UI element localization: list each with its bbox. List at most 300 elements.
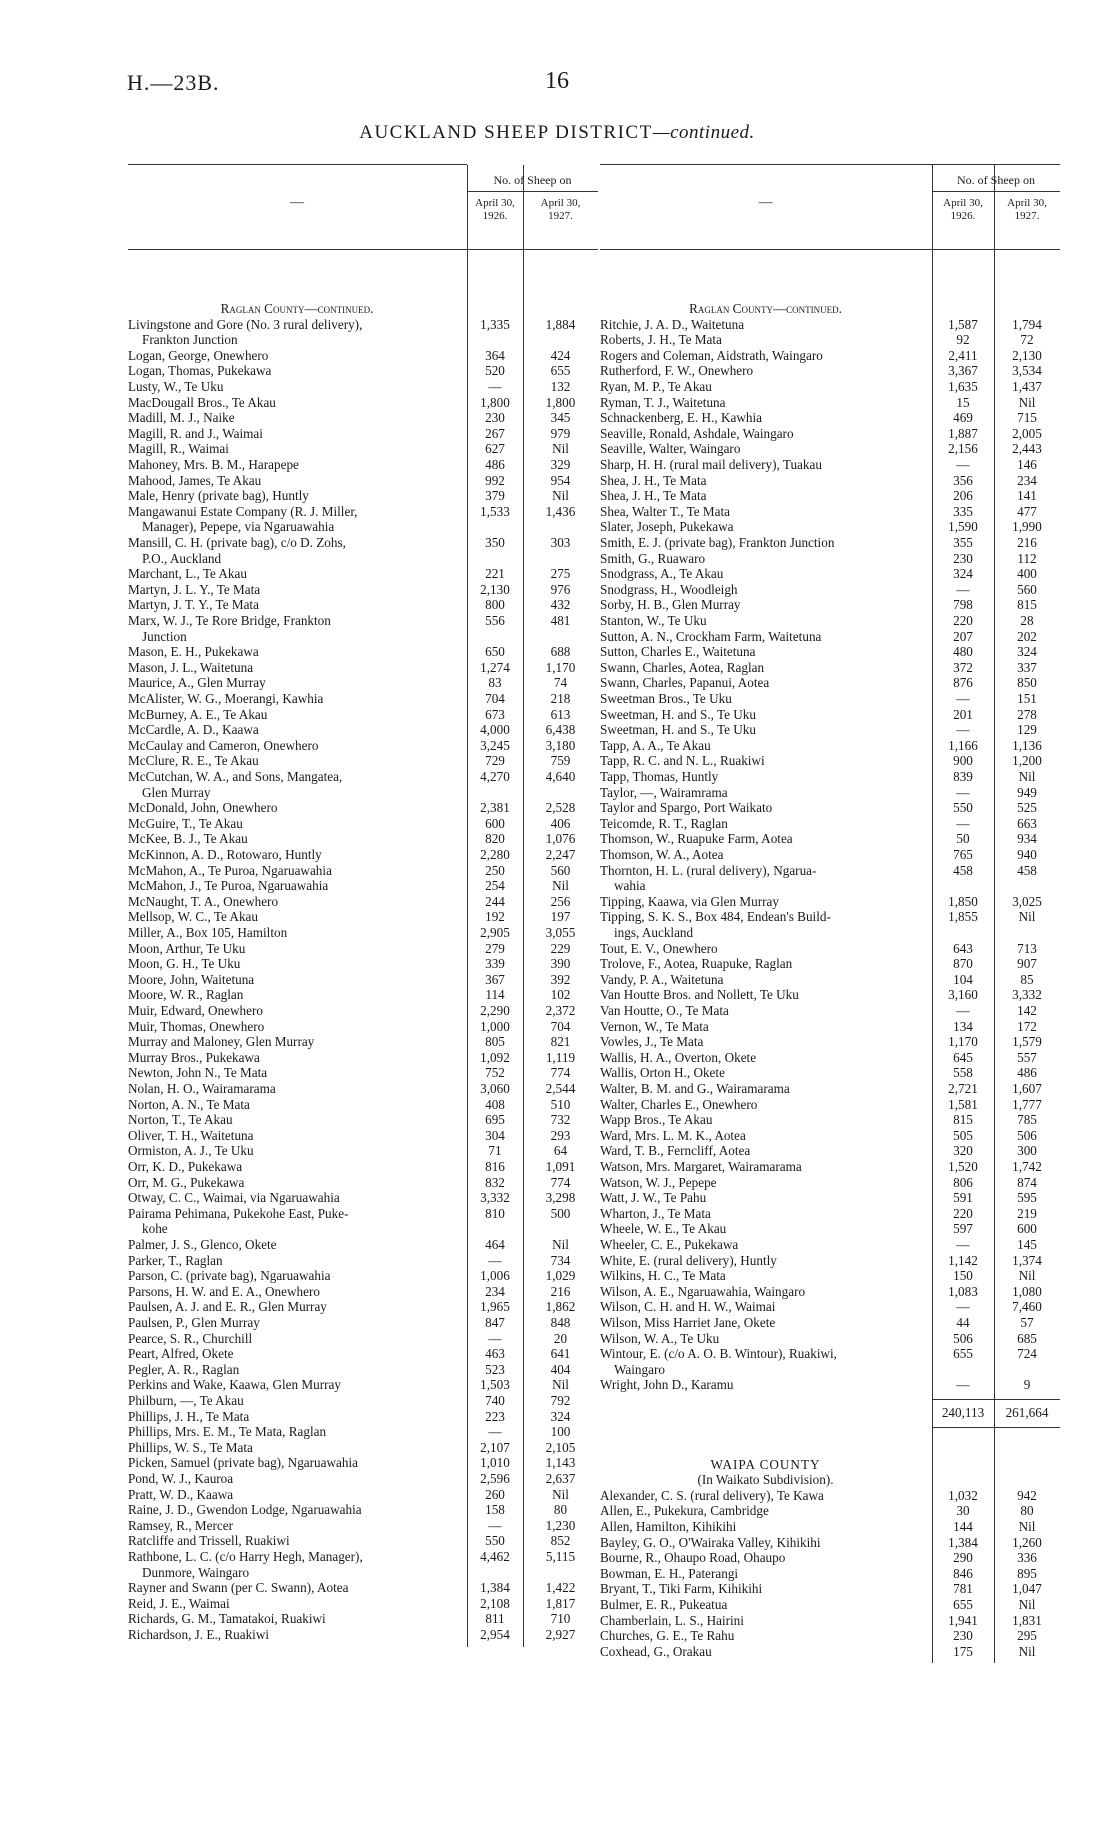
holder-name: Logan, Thomas, Pukekawa bbox=[128, 363, 272, 379]
left-table bbox=[128, 165, 598, 1642]
holder-name: McAlister, W. G., Moerangi, Kawhia bbox=[128, 691, 324, 706]
sheep-1926: 290 bbox=[953, 1550, 973, 1566]
total-rule bbox=[932, 1427, 1060, 1428]
holder-name: kohe bbox=[142, 1221, 168, 1237]
sheep-1927: 774 bbox=[550, 1065, 571, 1081]
sheep-1927: 979 bbox=[550, 425, 571, 441]
sheep-1927: 345 bbox=[550, 410, 571, 426]
sheep-1927: 486 bbox=[1017, 1065, 1037, 1081]
sheep-1926: 1,503 bbox=[480, 1377, 510, 1393]
sheep-1927: 2,443 bbox=[1012, 441, 1042, 457]
holder-name: Mellsop, W. C., Te Akau bbox=[128, 909, 258, 925]
holder-name: Mansill, C. H. (private bag), c/o D. Zohs, bbox=[128, 535, 346, 550]
sheep-1927: 595 bbox=[1017, 1190, 1037, 1206]
holder-name: Wilkins, H. C., Te Mata bbox=[600, 1268, 726, 1284]
holder-name: Walter, B. M. and G., Wairamarama bbox=[600, 1081, 790, 1096]
sheep-1927: 1,143 bbox=[545, 1455, 576, 1471]
sheep-1927: 74 bbox=[553, 675, 568, 691]
holder-name: Wilson, Miss Harriet Jane, Okete bbox=[600, 1315, 776, 1330]
holder-name: Vowles, J., Te Mata bbox=[600, 1034, 704, 1050]
holder-name: Shea, J. H., Te Mata bbox=[600, 488, 707, 504]
sheep-1926: 781 bbox=[953, 1581, 973, 1597]
sheep-1927: 324 bbox=[550, 1408, 571, 1424]
sheep-1926: 876 bbox=[953, 675, 973, 691]
sheep-1926: 839 bbox=[953, 769, 973, 784]
sheep-1926: 134 bbox=[953, 1018, 973, 1034]
sheep-1926: 2,290 bbox=[480, 1003, 510, 1018]
sheep-1927: 3,180 bbox=[545, 737, 576, 753]
header-dash: — bbox=[758, 195, 773, 210]
sheep-1926: 556 bbox=[485, 613, 505, 628]
sheep-1926: 1,010 bbox=[480, 1455, 510, 1471]
sheep-1927: Nil bbox=[1018, 1519, 1036, 1534]
sheep-1927: Nil bbox=[552, 488, 569, 504]
sheep-1926: — bbox=[956, 722, 970, 738]
holder-name: Stanton, W., Te Uku bbox=[600, 613, 707, 628]
sheep-1926: 480 bbox=[953, 644, 973, 660]
sheep-1927: 1,437 bbox=[1012, 379, 1042, 394]
sheep-1927: 2,005 bbox=[1012, 425, 1042, 441]
sheep-1926: 379 bbox=[485, 488, 505, 504]
sheep-1927: 655 bbox=[550, 363, 571, 379]
sheep-1926: — bbox=[488, 1424, 502, 1440]
sheep-1926: 230 bbox=[953, 550, 973, 566]
sheep-1926: 339 bbox=[485, 956, 505, 972]
holder-name: Parson, C. (private bag), Ngaruawahia bbox=[128, 1268, 331, 1284]
header-year: 1927. bbox=[1014, 210, 1040, 222]
sheep-1926: — bbox=[956, 581, 970, 597]
sheep-1926: 15 bbox=[956, 394, 970, 410]
holder-name: McDonald, John, Onewhero bbox=[128, 800, 278, 816]
holder-name: Tout, E. V., Onewhero bbox=[600, 940, 718, 956]
sheep-1926: 643 bbox=[953, 940, 973, 956]
sheep-1926: — bbox=[956, 784, 970, 800]
total-1926: 240,113 bbox=[941, 1405, 985, 1420]
holder-name: Phillips, W. S., Te Mata bbox=[128, 1439, 253, 1455]
holder-name: Marx, W. J., Te Rore Bridge, Frankton bbox=[128, 613, 331, 628]
sheep-1926: — bbox=[488, 1252, 502, 1268]
sheep-1926: 279 bbox=[485, 940, 505, 956]
sheep-1926: 244 bbox=[485, 893, 505, 909]
sheep-1927: 2,130 bbox=[1012, 347, 1042, 363]
sheep-1927: 942 bbox=[1017, 1487, 1037, 1503]
column-rule bbox=[994, 249, 995, 1663]
holder-name: Bayley, G. O., O'Wairaka Valley, Kihikihi bbox=[600, 1534, 821, 1550]
sheep-1927: 20 bbox=[553, 1330, 568, 1346]
sheep-1926: 372 bbox=[953, 659, 973, 675]
holder-name: Taylor, —, Wairamrama bbox=[600, 784, 728, 800]
header-no-of-sheep: No. of Sheep on bbox=[957, 173, 1035, 187]
header-left: H.—23B. bbox=[127, 70, 220, 95]
sheep-1927: 481 bbox=[550, 613, 571, 628]
sheep-1926: 201 bbox=[953, 706, 973, 722]
sheep-1927: 2,247 bbox=[545, 847, 576, 862]
sheep-1926: 1,850 bbox=[948, 893, 978, 909]
sheep-1927: 129 bbox=[1017, 722, 1037, 738]
holder-name: Snodgrass, A., Te Akau bbox=[600, 566, 724, 582]
holder-name: Muir, Thomas, Onewhero bbox=[128, 1018, 265, 1034]
sheep-1927: 2,528 bbox=[545, 800, 576, 816]
title-suffix: —continued. bbox=[652, 122, 755, 143]
holder-name: Norton, A. N., Te Mata bbox=[128, 1096, 250, 1112]
column-rule bbox=[467, 249, 468, 1647]
holder-name: Parker, T., Raglan bbox=[128, 1252, 223, 1268]
holder-name: Shea, J. H., Te Mata bbox=[600, 472, 707, 488]
holder-name: Madill, M. J., Naike bbox=[128, 410, 235, 426]
sheep-1926: 4,270 bbox=[480, 769, 510, 784]
holder-name: Ritchie, J. A. D., Waitetuna bbox=[600, 316, 745, 332]
sheep-1927: 100 bbox=[550, 1424, 571, 1440]
sheep-1927: 1,884 bbox=[545, 316, 576, 332]
sheep-1927: 1,230 bbox=[545, 1517, 576, 1533]
sheep-1927: 1,794 bbox=[1012, 316, 1042, 332]
sheep-1926: 114 bbox=[485, 987, 505, 1003]
sheep-1927: 300 bbox=[1017, 1143, 1037, 1159]
sheep-1927: 142 bbox=[1017, 1003, 1037, 1018]
sheep-1927: 560 bbox=[550, 862, 571, 878]
holder-name: Wright, John D., Karamu bbox=[600, 1377, 734, 1393]
holder-name: Pond, W. J., Kauroa bbox=[128, 1471, 234, 1486]
holder-name: Bowman, E. H., Paterangi bbox=[600, 1565, 739, 1581]
sheep-1927: Nil bbox=[552, 1377, 569, 1393]
holder-name: Orr, M. G., Pukekawa bbox=[128, 1174, 245, 1190]
sheep-1927: 172 bbox=[1017, 1018, 1037, 1034]
sheep-1927: 3,534 bbox=[1012, 363, 1042, 379]
header-date: April 30, bbox=[475, 197, 515, 209]
holder-name: Paulsen, A. J. and E. R., Glen Murray bbox=[128, 1299, 327, 1315]
sheep-1927: 132 bbox=[550, 379, 571, 394]
sheep-1927: 907 bbox=[1017, 956, 1037, 972]
sheep-1926: 740 bbox=[485, 1393, 505, 1408]
holder-name: McCutchan, W. A., and Sons, Mangatea, bbox=[128, 769, 343, 784]
holder-name: Moore, John, Waitetuna bbox=[128, 971, 255, 987]
sheep-1926: 1,274 bbox=[480, 659, 510, 675]
sheep-1927: 9 bbox=[1023, 1377, 1031, 1393]
sheep-1927: 6,438 bbox=[545, 722, 576, 738]
sheep-1927: Nil bbox=[1018, 394, 1036, 410]
sheep-1927: 557 bbox=[1017, 1049, 1037, 1065]
sheep-1927: 1,076 bbox=[545, 831, 576, 847]
holder-name: Wheeler, C. E., Pukekawa bbox=[600, 1237, 739, 1252]
sheep-1927: 759 bbox=[550, 753, 571, 769]
header-year: 1926. bbox=[950, 210, 976, 222]
holder-name: Ormiston, A. J., Te Uku bbox=[128, 1143, 254, 1159]
sheep-1927: 64 bbox=[553, 1143, 568, 1159]
sheep-1927: 72 bbox=[1020, 332, 1034, 348]
holder-name: Teicomde, R. T., Raglan bbox=[600, 815, 728, 831]
sheep-1926: 3,332 bbox=[480, 1190, 510, 1206]
sheep-1927: 458 bbox=[1017, 862, 1037, 878]
sheep-1927: 1,800 bbox=[545, 394, 576, 410]
sheep-1926: 1,887 bbox=[948, 425, 978, 441]
holder-name: Trolove, F., Aotea, Ruapuke, Raglan bbox=[600, 956, 793, 972]
sheep-1927: 336 bbox=[1017, 1550, 1037, 1566]
sheep-1926: 1,581 bbox=[948, 1096, 978, 1112]
holder-name: Watson, W. J., Pepepe bbox=[600, 1174, 717, 1190]
holder-name: Magill, R., Waimai bbox=[128, 441, 229, 457]
sheep-1926: 221 bbox=[485, 566, 505, 582]
sheep-1927: 774 bbox=[550, 1174, 571, 1190]
sheep-1927: 732 bbox=[550, 1112, 571, 1128]
header-date: April 30, bbox=[540, 197, 581, 209]
total-rule bbox=[932, 1399, 1060, 1400]
sheep-1926: 816 bbox=[485, 1159, 505, 1174]
sheep-1927: Nil bbox=[1018, 1268, 1036, 1284]
holder-name: Phillips, Mrs. E. M., Te Mata, Raglan bbox=[128, 1424, 327, 1440]
sheep-1927: 895 bbox=[1017, 1565, 1037, 1581]
sheep-1927: 685 bbox=[1017, 1330, 1037, 1346]
holder-name: Seaville, Walter, Waingaro bbox=[600, 441, 741, 457]
holder-name: Maurice, A., Glen Murray bbox=[128, 675, 266, 691]
sheep-1927: Nil bbox=[552, 441, 569, 457]
sheep-1927: 1,091 bbox=[545, 1159, 576, 1174]
sheep-1926: — bbox=[956, 457, 970, 472]
total-1927: 261,664 bbox=[1005, 1405, 1049, 1420]
sheep-1926: 335 bbox=[953, 503, 973, 519]
sheep-1926: 4,462 bbox=[480, 1549, 510, 1564]
sheep-1927: 688 bbox=[550, 644, 571, 660]
sheep-1927: 424 bbox=[550, 347, 571, 363]
holder-name: Dunmore, Waingaro bbox=[142, 1564, 250, 1580]
holder-name: Orr, K. D., Pukekawa bbox=[128, 1159, 243, 1174]
holder-name: Roberts, J. H., Te Mata bbox=[600, 332, 722, 348]
sheep-1926: 806 bbox=[953, 1174, 973, 1190]
sheep-1926: 1,587 bbox=[948, 316, 978, 332]
sheep-1927: Nil bbox=[1018, 1643, 1036, 1659]
county-subtitle-text: (In Waikato Subdivision). bbox=[697, 1472, 834, 1488]
header-no-of-sheep: No. of Sheep on bbox=[493, 173, 572, 187]
sheep-1927: Nil bbox=[552, 1486, 569, 1502]
sheep-1926: 1,083 bbox=[948, 1283, 978, 1299]
sheep-1927: 613 bbox=[550, 706, 571, 722]
holder-name: ings, Auckland bbox=[614, 925, 694, 940]
holder-name: Male, Henry (private bag), Huntly bbox=[128, 488, 309, 504]
holder-name: Vandy, P. A., Waitetuna bbox=[600, 971, 724, 987]
holder-name: Bryant, T., Tiki Farm, Kihikihi bbox=[600, 1581, 763, 1597]
sheep-1926: — bbox=[956, 1377, 970, 1393]
sheep-1926: 2,905 bbox=[480, 925, 510, 940]
sheep-1927: 28 bbox=[1020, 613, 1034, 628]
holder-name: P.O., Auckland bbox=[142, 550, 222, 566]
sheep-1927: 852 bbox=[550, 1533, 571, 1549]
sheep-1926: 627 bbox=[485, 441, 505, 457]
sheep-1926: 220 bbox=[953, 613, 973, 628]
sheep-1926: 2,156 bbox=[948, 441, 978, 457]
sheep-1927: Nil bbox=[552, 1237, 569, 1252]
holder-name: Norton, T., Te Akau bbox=[128, 1112, 233, 1128]
sheep-1927: 1,200 bbox=[1012, 753, 1042, 769]
holder-name: Coxhead, G., Orakau bbox=[600, 1643, 712, 1659]
sheep-1927: 1,777 bbox=[1012, 1096, 1042, 1112]
holder-name: McCaulay and Cameron, Onewhero bbox=[128, 737, 319, 753]
sheep-1926: 223 bbox=[485, 1408, 505, 1424]
sheep-1927: 404 bbox=[550, 1361, 571, 1377]
sheep-1926: — bbox=[956, 815, 970, 831]
sheep-1926: 520 bbox=[485, 363, 505, 379]
sheep-1926: 206 bbox=[953, 488, 973, 504]
sheep-1927: 293 bbox=[550, 1127, 571, 1143]
holder-name: Martyn, J. L. Y., Te Mata bbox=[128, 581, 261, 597]
sheep-1926: 2,381 bbox=[480, 800, 510, 816]
holder-name: Philburn, —, Te Akau bbox=[128, 1393, 244, 1408]
sheep-1926: 550 bbox=[485, 1533, 505, 1549]
sheep-1926: 2,108 bbox=[480, 1595, 510, 1611]
sheep-1926: 550 bbox=[953, 800, 973, 816]
holder-name: Thomson, W. A., Aotea bbox=[600, 847, 724, 862]
sheep-1927: 821 bbox=[550, 1034, 571, 1050]
sheep-1927: 229 bbox=[550, 940, 571, 956]
sheep-1926: 2,130 bbox=[480, 581, 510, 597]
sheep-1926: 464 bbox=[485, 1237, 505, 1252]
sheep-1926: 1,855 bbox=[948, 909, 978, 925]
sheep-1927: 218 bbox=[550, 691, 571, 706]
holder-name: Picken, Samuel (private bag), Ngaruawahia bbox=[128, 1455, 358, 1471]
sheep-1926: 597 bbox=[953, 1221, 973, 1237]
holder-name: Newton, John N., Te Mata bbox=[128, 1065, 268, 1081]
holder-name: Wilson, W. A., Te Uku bbox=[600, 1330, 720, 1346]
sheep-1926: 230 bbox=[485, 410, 505, 426]
holder-name: Wallis, H. A., Overton, Okete bbox=[600, 1049, 757, 1065]
sheep-1927: 641 bbox=[550, 1346, 571, 1362]
right-table bbox=[600, 165, 1060, 1659]
holder-name: Pearce, S. R., Churchill bbox=[128, 1330, 253, 1346]
sheep-1926: 150 bbox=[953, 1268, 973, 1284]
sheep-1927: 324 bbox=[1017, 644, 1037, 660]
holder-name: wahia bbox=[614, 878, 646, 894]
holder-name: Schnackenberg, E. H., Kawhia bbox=[600, 410, 762, 426]
sheep-1926: 558 bbox=[953, 1065, 973, 1081]
sheep-1926: 304 bbox=[485, 1127, 505, 1143]
holder-name: Moore, W. R., Raglan bbox=[128, 987, 244, 1003]
sheep-1927: 792 bbox=[550, 1393, 571, 1408]
sheep-1926: — bbox=[488, 1517, 502, 1533]
holder-name: Muir, Edward, Onewhero bbox=[128, 1003, 263, 1018]
holder-name: McBurney, A. E., Te Akau bbox=[128, 706, 268, 722]
sheep-1927: 303 bbox=[550, 535, 571, 550]
sheep-1927: 112 bbox=[1017, 550, 1037, 566]
header-date-1926 bbox=[467, 197, 523, 223]
header-rule bbox=[467, 191, 598, 192]
sheep-1927: 400 bbox=[1017, 566, 1037, 582]
holder-name: Wallis, Orton H., Okete bbox=[600, 1065, 725, 1081]
sheep-1927: 815 bbox=[1017, 597, 1037, 613]
sheep-1927: 3,055 bbox=[545, 925, 576, 940]
holder-name: Sweetman Bros., Te Uku bbox=[600, 691, 732, 706]
holder-name: Paulsen, P., Glen Murray bbox=[128, 1315, 260, 1330]
holder-name: Peart, Alfred, Okete bbox=[128, 1346, 234, 1362]
sheep-1927: 715 bbox=[1017, 410, 1037, 426]
holder-name: MacDougall Bros., Te Akau bbox=[128, 394, 276, 410]
holder-name: Alexander, C. S. (rural delivery), Te Kawa bbox=[600, 1487, 824, 1503]
sheep-1926: 469 bbox=[953, 410, 973, 426]
sheep-1926: 992 bbox=[485, 472, 505, 488]
holder-name: Chamberlain, L. S., Hairini bbox=[600, 1612, 744, 1628]
sheep-1927: 3,025 bbox=[1012, 893, 1042, 909]
holder-name: Raine, J. D., Gwendon Lodge, Ngaruawahia bbox=[128, 1502, 362, 1518]
sheep-1927: 600 bbox=[1017, 1221, 1037, 1237]
holder-name: Frankton Junction bbox=[142, 332, 238, 348]
holder-name: Smith, G., Ruawaro bbox=[600, 550, 706, 566]
holder-name: McMahon, A., Te Puroa, Ngaruawahia bbox=[128, 862, 332, 878]
sheep-1926: 230 bbox=[953, 1628, 973, 1644]
sheep-1926: 815 bbox=[953, 1112, 973, 1128]
header-year: 1926. bbox=[482, 210, 508, 222]
sheep-1926: 254 bbox=[485, 878, 505, 894]
holder-name: McKee, B. J., Te Akau bbox=[128, 831, 248, 847]
sheep-1927: 80 bbox=[1020, 1503, 1034, 1519]
holder-name: Mangawanui Estate Company (R. J. Miller, bbox=[128, 503, 358, 519]
sheep-1926: 175 bbox=[953, 1643, 973, 1659]
sheep-1926: 900 bbox=[953, 753, 973, 769]
sheep-1926: 144 bbox=[953, 1519, 973, 1534]
holder-name: Manager), Pepepe, via Ngaruawahia bbox=[142, 519, 335, 535]
column-rule bbox=[932, 249, 933, 1663]
sheep-1926: 92 bbox=[956, 332, 970, 348]
sheep-1926: 364 bbox=[485, 347, 505, 363]
sheep-1926: 506 bbox=[953, 1330, 973, 1346]
sheep-1927: 734 bbox=[550, 1252, 571, 1268]
holder-name: Glen Murray bbox=[142, 784, 211, 800]
sheep-1927: 278 bbox=[1017, 706, 1037, 722]
title-main: AUCKLAND SHEEP DISTRICT bbox=[359, 122, 653, 143]
holder-name: Bulmer, E. R., Pukeatua bbox=[600, 1597, 728, 1612]
sheep-1926: 356 bbox=[953, 472, 973, 488]
sheep-1926: 4,000 bbox=[480, 722, 510, 738]
sheep-1926: — bbox=[956, 1299, 970, 1315]
sheep-1927: 390 bbox=[550, 956, 571, 972]
sheep-1927: 4,640 bbox=[545, 769, 576, 784]
sheep-1927: 1,260 bbox=[1012, 1534, 1042, 1550]
sheep-1926: 158 bbox=[485, 1502, 505, 1518]
sheep-1926: 2,107 bbox=[480, 1439, 510, 1455]
holder-name: Ramsey, R., Mercer bbox=[128, 1517, 233, 1533]
sheep-1927: 1,047 bbox=[1012, 1581, 1042, 1597]
sheep-1927: 57 bbox=[1020, 1315, 1034, 1330]
holder-name: Mason, J. L., Waitetuna bbox=[128, 659, 254, 675]
sheep-1926: 260 bbox=[485, 1486, 505, 1502]
holder-name: Bourne, R., Ohaupo Road, Ohaupo bbox=[600, 1550, 786, 1566]
sheep-1927: 1,080 bbox=[1012, 1283, 1042, 1299]
holder-name: Watt, J. W., Te Pahu bbox=[600, 1190, 707, 1206]
sheep-1926: — bbox=[956, 1237, 970, 1252]
header-dash: — bbox=[290, 195, 304, 210]
holder-name: Tapp, R. C. and N. L., Ruakiwi bbox=[600, 753, 765, 769]
holder-name: Van Houtte, O., Te Mata bbox=[600, 1003, 729, 1018]
county-heading-text: Raglan County—continued. bbox=[689, 301, 842, 316]
sheep-1927: 848 bbox=[550, 1315, 571, 1330]
table-header bbox=[128, 165, 598, 250]
holder-name: Richards, G. M., Tamatakoi, Ruakiwi bbox=[128, 1611, 326, 1627]
holder-name: Parsons, H. W. and E. A., Onewhero bbox=[128, 1283, 320, 1299]
sheep-1926: 1,335 bbox=[480, 316, 510, 332]
header-date: April 30, bbox=[943, 197, 983, 209]
sheep-1926: 1,941 bbox=[948, 1612, 978, 1628]
sheep-1927: Nil bbox=[1018, 1597, 1036, 1612]
sheep-1926: 458 bbox=[953, 862, 973, 878]
sheep-1926: 1,166 bbox=[948, 737, 978, 753]
holder-name: Seaville, Ronald, Ashdale, Waingaro bbox=[600, 425, 794, 441]
sheep-1927: 850 bbox=[1017, 675, 1037, 691]
sheep-1927: 1,579 bbox=[1012, 1034, 1042, 1050]
sheep-1926: 752 bbox=[485, 1065, 505, 1081]
holder-name: Ryman, T. J., Waitetuna bbox=[600, 394, 726, 410]
header-date-1927 bbox=[523, 197, 598, 223]
sheep-1927: 1,422 bbox=[545, 1580, 576, 1596]
holder-name: Lusty, W., Te Uku bbox=[128, 379, 224, 394]
holder-name: McGuire, T., Te Akau bbox=[128, 815, 243, 831]
sheep-1927: 80 bbox=[553, 1502, 568, 1518]
holder-name: Moon, G. H., Te Uku bbox=[128, 956, 241, 972]
